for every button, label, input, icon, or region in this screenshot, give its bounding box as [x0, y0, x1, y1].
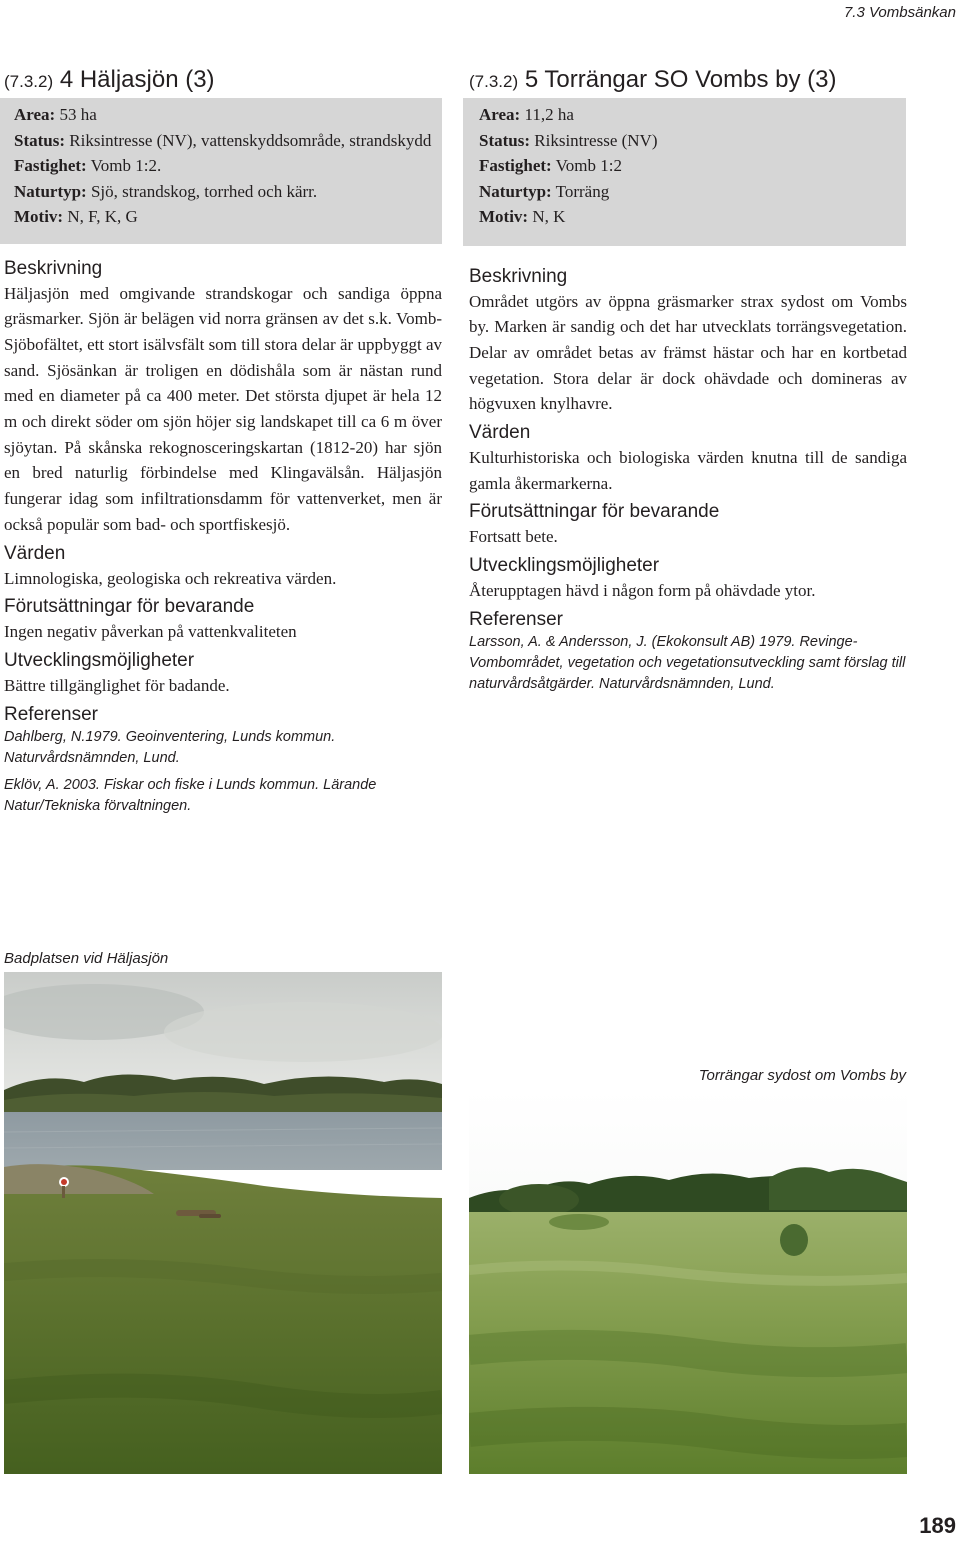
varden-text: Limnologiska, geologiska och rekreativa värden. [4, 568, 337, 588]
fact-box [0, 98, 442, 244]
right-column [469, 64, 907, 695]
heading-forutsattningar: Förutsättningar för bevarande [469, 501, 720, 523]
photo-haljasjon-bathing-place [4, 972, 442, 1474]
fact-motiv: Motiv: N, F, K, G [14, 207, 138, 226]
left-column [4, 64, 442, 817]
heading-utveckling: Utvecklingsmöjligheter [4, 649, 195, 671]
heading-referenser: Referenser [4, 703, 98, 725]
site-title-text: 5 Torrängar SO Vombs by (3) [524, 66, 837, 93]
site-title-number: (7.3.2) [469, 72, 519, 91]
heading-beskrivning: Beskrivning [4, 257, 103, 279]
fact-fastighet: Fastighet: Vomb 1:2 [479, 156, 622, 175]
fact-area: Area: 11,2 ha [479, 105, 574, 124]
site-title-text: 4 Häljasjön (3) [59, 66, 215, 93]
heading-forutsattningar: Förutsättningar för bevarande [4, 596, 255, 618]
fact-box [463, 98, 906, 246]
fact-status: Status: Riksintresse (NV) [479, 130, 658, 150]
page-number: 189 [919, 1513, 956, 1538]
site-title-haljasjon [4, 64, 442, 98]
photo-caption-haljasjon: Badplatsen vid Häljasjön [4, 950, 169, 967]
fact-naturtyp: Naturtyp: Sjö, strandskog, torrhed och kärr. [14, 181, 318, 201]
heading-utveckling: Utvecklingsmöjligheter [469, 555, 660, 577]
reference-item: Dahlberg, N.1979. Geoinventering, Lunds kommun. Naturvårdsnämnden, Lund. [4, 728, 336, 766]
fact-fastighet: Fastighet: Vomb 1:2. [14, 156, 162, 175]
beskrivning-text: Häljasjön med omgivande strandskogar och sandiga öppna gräsmarker. Sjön är belägen vid norra gränsen av det s.k. Vomb-Sjöbofältet, ett stort isälvsfält som till stora delar är uppbyggt av sand. Sjösänkan är troligen en dödishåla som är nästan rund med en diameter på ca 400 meter. Det största djupet är hela 12 m och direkt söder om sjön höjer sig landskapet till ca 6 m över sjöytan. På skånska rekognosceringskartan (1812-20) har sjön en bred naturlig förbindelse med Klingavälsån. Häljasjön fungerar idag som infiltrationsdamm för vattenverket, men är också populär som bad- och sportfiskesjö. [4, 283, 442, 534]
running-head: 7.3 Vombsänkan [843, 4, 956, 21]
photo-torrangar-grassland [469, 1090, 907, 1474]
fact-status: Status: Riksintresse (NV), vattenskyddsområde, strandskydd [14, 130, 432, 150]
heading-varden: Värden [469, 422, 531, 444]
utveckling-text: Bättre tillgänglighet för badande. [4, 675, 230, 695]
photo-caption-torrangar: Torrängar sydost om Vombs by [698, 1067, 906, 1084]
utveckling-text: Återupptagen hävd i någon form på ohävdade ytor. [469, 581, 816, 601]
fact-naturtyp: Naturtyp: Torräng [479, 181, 610, 201]
site-title-number: (7.3.2) [4, 72, 54, 91]
site-title-torrangar [469, 64, 907, 98]
heading-beskrivning: Beskrivning [469, 265, 568, 287]
forutsattningar-text: Fortsatt bete. [469, 527, 558, 547]
heading-varden: Värden [4, 542, 66, 564]
beskrivning-text: Området utgörs av öppna gräsmarker strax sydost om Vombs by. Marken är sandig och det har utvecklats torrängsvegetation. Delar av området betas av främst hästar och har en kortbetad vegetation. Stora delar är dock ohävdade och domineras av högvuxen knylhavre. [469, 291, 907, 414]
reference-item: Larsson, A. & Andersson, J. (Ekokonsult AB) 1979. Revinge-Vombområdet, vegetation och vegetationsutveckling samt förslag till naturvårdsåtgärder. Naturvårdsnämnden, Lund. [469, 633, 906, 692]
varden-text: Kulturhistoriska och biologiska värden knutna till de sandiga gamla åkermarkerna. [469, 448, 907, 493]
forutsattningar-text: Ingen negativ påverkan på vattenkvaliteten [4, 622, 297, 642]
fact-area: Area: 53 ha [14, 105, 97, 124]
heading-referenser: Referenser [469, 608, 563, 630]
reference-item: Eklöv, A. 2003. Fiskar och fiske i Lunds kommun. Lärande Natur/Tekniska förvaltningen. [4, 776, 377, 814]
fact-motiv: Motiv: N, K [479, 207, 566, 226]
